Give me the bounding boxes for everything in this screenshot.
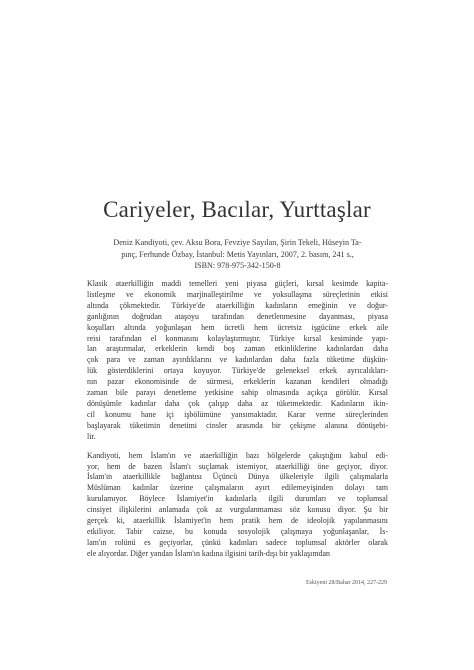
text-line: yor, hem de bazen İslam'ı suçlamak istemiyor, ataerkilliği öne geçiyor, diyor.	[87, 461, 388, 471]
text-line: lan araştırmalar, erkeklerin kendi boş zaman etkinliklerine kadınlardan daha	[87, 344, 388, 354]
text-line: cil konumu hane içi işbölümüne yansımaktadır. Karar verme süreçlerinden	[87, 409, 388, 419]
text-line: reisi tarafından el konmasını kolaylaştırmıştır. Türkiye kırsal kesiminde yapı-	[87, 333, 388, 343]
article-body	[87, 279, 388, 560]
text-line: nın pazar ekonomisinde de sürmesi, erkeklerin kazanan kendileri olmadığı	[87, 377, 388, 387]
text-line: ganlığının doğrudan ataşoyu tarafından denetlenmesine dayanması, piyasa	[87, 311, 388, 321]
paragraph	[87, 451, 388, 560]
text-line: başlayarak tüketimin denetimi cinsler arasında bir çekişme alanına dönüşebi-	[87, 420, 388, 430]
text-line: lam'ın rolünü es geçiyorlar, çünkü kadınları sadece toplumsal aktörler olarak	[87, 537, 388, 547]
text-line: çok para ve zaman ayırdıklarını ve kadınlardan daha fazla tüketime düşkün-	[87, 355, 388, 365]
text-line: lir.	[87, 431, 96, 441]
text-line: listleşme ve ekonomik marjinalleştirilme ve yoksullaşma süreçlerinin etkisi	[87, 289, 388, 299]
text-line: Klasik ataerkilliğin maddi temelleri yeni piyasa güçleri, kırsal kesimde kapita-	[87, 279, 388, 288]
text-line: etkiliyor. Tabir caizse, bu konuda sosyolojik çalışmaya yoğunlaşanlar, İs-	[87, 526, 388, 536]
citation-line: ISBN: 978-975-342-150-8	[194, 261, 281, 270]
text-line: Müslüman kadınlar üzerine çalışmaların ayırt edilemeyişinden dolayı tam	[87, 483, 388, 493]
text-line: kurulamıyor. Böylece İslamiyet'in kadınlarla ilgili durumları ve toplumsal	[87, 494, 388, 504]
text-line: altında çökmektedir. Türkiye'de ataerkilliğin kadınların emeğinin ve doğur-	[87, 300, 388, 310]
citation-line: pınç, Ferhunde Özbay, İstanbul: Metis Yayınları, 2007, 2. basım, 241 s.,	[121, 249, 354, 259]
paragraph	[87, 279, 388, 443]
text-line: gerçek ki, ataerkillik İslamiyet'in hem pratik hem de ideolojik yapılanmasını	[87, 516, 388, 526]
text-line: dönüşümle kadınlar daha çok çalışıp daha az tüketmektedir. Kadınların ikin-	[87, 398, 388, 408]
text-line: İslam'ın ataerkillikle bağlantısı Üçüncü Dünya ülkeleriyle ilgili çalışmalarla	[87, 472, 388, 482]
article-title: Cariyeler, Bacılar, Yurttaşlar	[103, 197, 371, 222]
citation-line: Deniz Kandiyoti, çev. Aksu Bora, Fevziye Sayılan, Şirin Tekeli, Hüseyin Ta-	[113, 238, 362, 247]
text-line: zaman bile parayı denetleme yetkisine sahip olmasında açıkça görülür. Kırsal	[87, 388, 388, 398]
text-line: koşulları altında yoğunlaşan hem ücretli hem ücretsiz işgücüne erkek aile	[87, 322, 388, 332]
text-line: Kandiyoti, hem İslam'ın ve ataerkilliğin bazı bölgelerde çakıştığını kabul edi-	[87, 450, 388, 460]
text-line: ele alıyordar. Diğer yandan İslam'ın kadına ilgisini tarih-dışı bir yaklaşımdan	[87, 548, 330, 558]
page-footer: Eskiyeni 28/Bahar 2014, 227-229	[306, 580, 387, 586]
book-citation	[106, 237, 369, 272]
text-line: lük gösterdiklerini ortaya koyuyor. Türkiye'de geleneksel erkek ayrıcalıkları-	[87, 366, 388, 376]
text-line: cinsiyet ilişkilerini anlamada çok az vurgulanmaması söz konusu diyor. Şu bir	[87, 505, 388, 515]
